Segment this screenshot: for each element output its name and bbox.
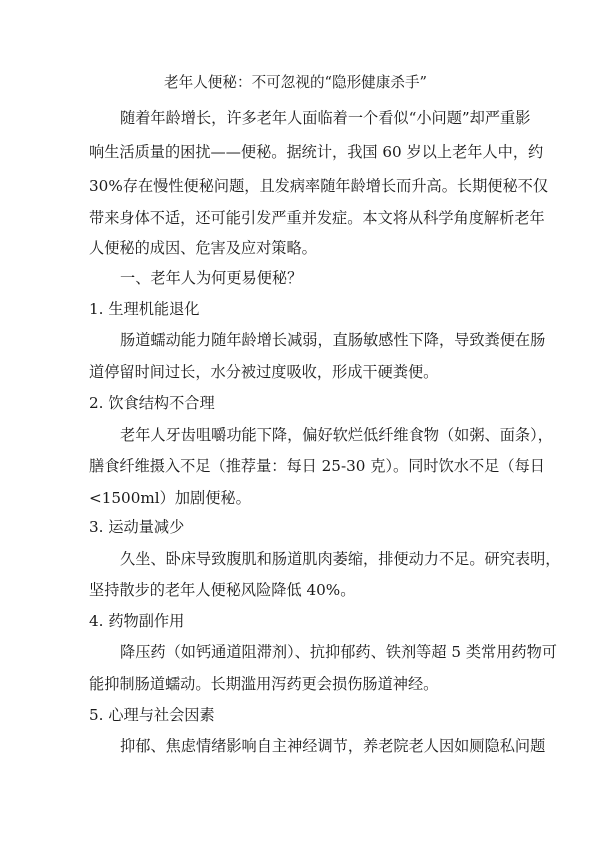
intro-line-5: 人便秘的成因、危害及应对策略。 — [89, 239, 317, 257]
item-5-line-1: 抑郁、焦虑情绪影响自主神经调节，养老院老人因如厕隐私问题 — [120, 737, 546, 755]
section-1-heading: 一、老年人为何更易便秘？ — [120, 269, 303, 287]
item-2-line-3: <1500ml）加剧便秘。 — [89, 489, 251, 507]
item-4-line-1: 降压药（如钙通道阻滞剂）、抗抑郁药、铁剂等超 5 类常用药物可 — [120, 643, 557, 661]
intro-line-1: 随着年龄增长，许多老年人面临着一个看似“小问题”却严重影 — [120, 109, 531, 127]
item-3-heading: 3. 运动量减少 — [89, 518, 185, 536]
item-2-heading: 2. 饮食结构不合理 — [89, 394, 215, 412]
document-title: 老年人便秘：不可忽视的“隐形健康杀手” — [164, 74, 428, 91]
item-1-heading: 1. 生理机能退化 — [89, 300, 200, 318]
intro-line-2: 响生活质量的困扰——便秘。据统计，我国 60 岁以上老年人中，约 — [89, 143, 544, 161]
item-1-line-2: 道停留时间过长，水分被过度吸收，形成干硬粪便。 — [89, 363, 439, 381]
intro-line-3: 30%存在慢性便秘问题，且发病率随年龄增长而升高。长期便秘不仅 — [89, 177, 549, 195]
item-3-line-2: 坚持散步的老年人便秘风险降低 40%。 — [89, 581, 356, 599]
item-2-line-2: 膳食纤维摄入不足（推荐量：每日 25-30 克）。同时饮水不足（每日 — [89, 457, 545, 475]
intro-line-4: 带来身体不适，还可能引发严重并发症。本文将从科学角度解析老年 — [89, 209, 545, 227]
item-1-line-1: 肠道蠕动能力随年龄增长减弱，直肠敏感性下降，导致粪便在肠 — [120, 331, 546, 349]
item-5-heading: 5. 心理与社会因素 — [89, 706, 215, 724]
item-3-line-1: 久坐、卧床导致腹肌和肠道肌肉萎缩，排便动力不足。研究表明， — [120, 550, 561, 568]
item-2-line-1: 老年人牙齿咀嚼功能下降，偏好软烂低纤维食物（如粥、面条）， — [120, 426, 553, 444]
item-4-line-2: 能抑制肠道蠕动。长期滥用泻药更会损伤肠道神经。 — [89, 675, 439, 693]
item-4-heading: 4. 药物副作用 — [89, 612, 185, 630]
